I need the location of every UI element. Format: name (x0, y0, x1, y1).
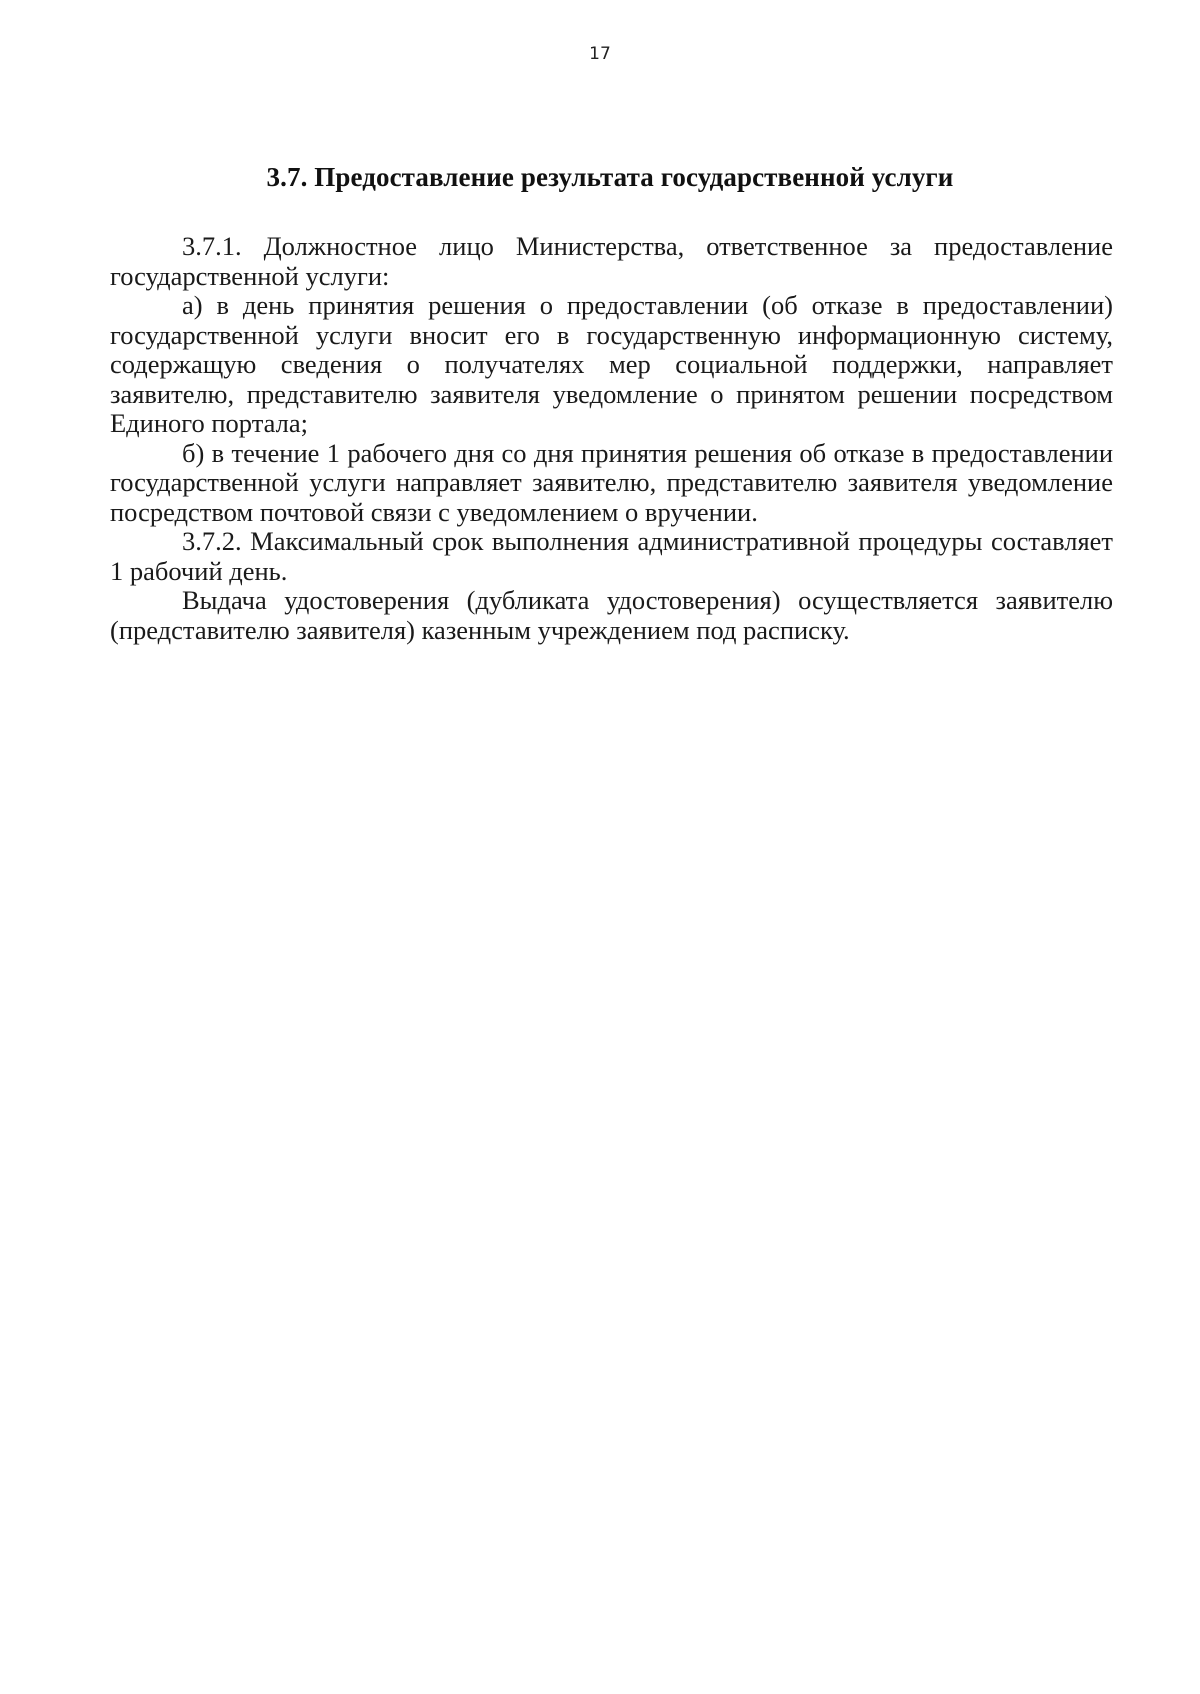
section-body (110, 232, 1113, 645)
section-heading: 3.7. Предоставление результата государственной услуги (266, 162, 954, 192)
paragraph-3-7-1: 3.7.1. Должностное лицо Министерства, ответственное за предоставление государственной услуги: (110, 231, 1113, 291)
paragraph-item-b: б) в течение 1 рабочего дня со дня принятия решения об отказе в предоставлении государственной услуги направляет заявителю, представителю заявителя уведомление посредством почтовой связи с уведомлением о вручении. (110, 437, 1113, 527)
paragraph-certificate-issuance: Выдача удостоверения (дубликата удостоверения) осуществляется заявителю (представителю заявителя) казенным учреждением под расписку. (110, 585, 1113, 645)
paragraph-3-7-2: 3.7.2. Максимальный срок выполнения административной процедуры составляет 1 рабочий день. (110, 526, 1113, 586)
page-number: 17 (589, 44, 611, 64)
paragraph-item-a: а) в день принятия решения о предоставлении (об отказе в предоставлении) государственной услуги вносит его в государственную информационную систему, содержащую сведения о получателях мер социальной поддержки, направляет заявителю, представителю заявителя уведомление о принятом решении посредством Единого портала; (110, 290, 1113, 438)
